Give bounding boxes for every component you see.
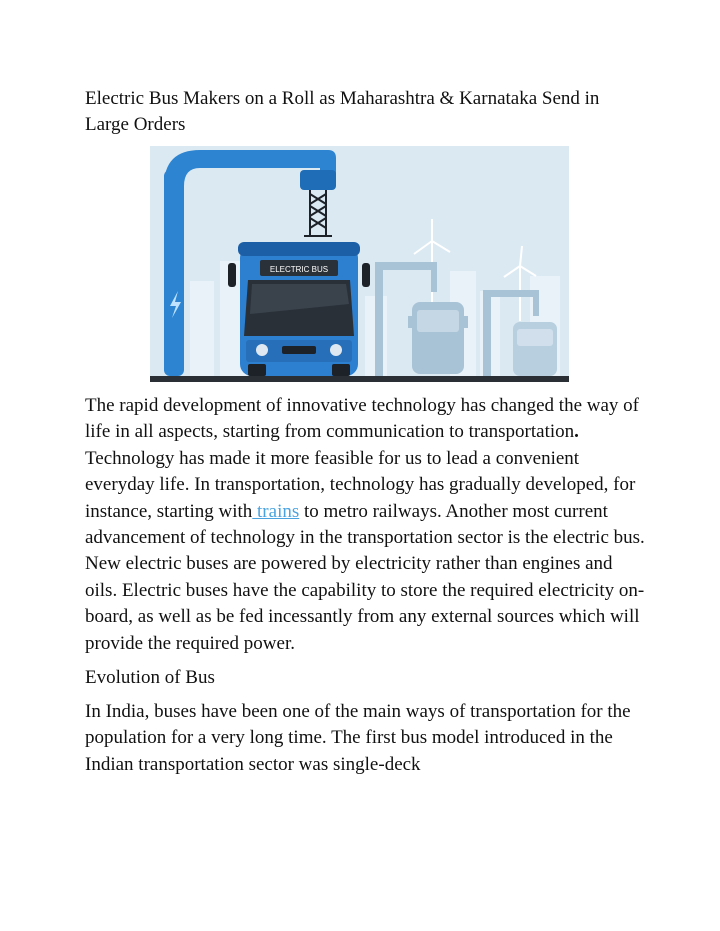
evolution-paragraph: In India, buses have been one of the main ways of transportation for the population for a very long time. The first bus model introduced in the Indian transportation sector was single-deck bbox=[85, 701, 631, 775]
headlight bbox=[330, 344, 342, 356]
electric-bus-illustration bbox=[150, 146, 569, 382]
bold-period: . bbox=[574, 421, 579, 443]
bus-sign: ELECTRIC BUS bbox=[269, 265, 329, 274]
article-title: Electric Bus Makers on a Roll as Maharashtra & Karnataka Send in Large Orders bbox=[85, 88, 600, 135]
faded-bus bbox=[513, 322, 557, 376]
faded-bus bbox=[408, 302, 468, 374]
headlight bbox=[256, 344, 268, 356]
section-heading: Evolution of Bus bbox=[85, 667, 215, 689]
intro-paragraph bbox=[85, 393, 645, 657]
electric-bus bbox=[228, 242, 370, 376]
trains-link[interactable]: trains bbox=[252, 500, 300, 522]
intro-text-2: Technology has made it more feasible for us to lead a convenient everyday life. In transportation, technology has gradually developed, for instance, starting with bbox=[85, 447, 636, 522]
intro-text-3: to metro railways. Another most current advancement of technology in the transportation sector is the electric bus. New electric buses are powered by electricity rather than engines and oils. Electric buses have the capability to store the required electricity on-board, as well as be fed incessantly from any external sources which will provide the required power. bbox=[85, 500, 645, 654]
article-body bbox=[85, 393, 645, 786]
intro-text-1: The rapid development of innovative technology has changed the way of life in all aspects, starting from communication to transportation bbox=[85, 395, 639, 443]
ground bbox=[150, 376, 569, 382]
